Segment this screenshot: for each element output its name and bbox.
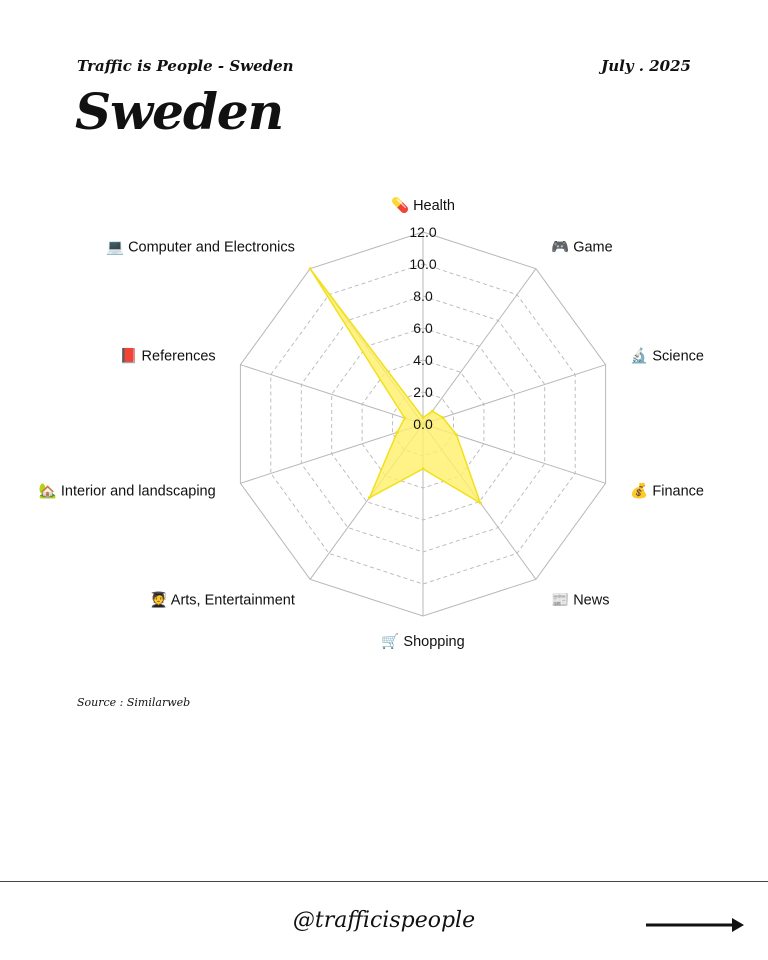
category-label-text: Arts, Entertainment bbox=[170, 592, 295, 609]
footer-divider bbox=[0, 881, 768, 882]
data-point bbox=[368, 496, 371, 499]
category-label bbox=[119, 348, 215, 365]
category-label bbox=[381, 632, 464, 650]
radial-tick-label: 10.0 bbox=[409, 256, 437, 272]
category-icon: 🛒 bbox=[381, 634, 404, 650]
category-label bbox=[551, 240, 613, 256]
category-icon: 🧑‍🎓 bbox=[149, 592, 171, 609]
data-point bbox=[403, 417, 406, 420]
category-icon: 🎮 bbox=[551, 239, 574, 256]
data-point bbox=[441, 416, 444, 419]
radial-tick-label: 6.0 bbox=[413, 320, 433, 336]
radial-tick-label: 2.0 bbox=[413, 384, 433, 400]
data-point bbox=[422, 467, 425, 470]
radial-tick-label: 0.0 bbox=[413, 416, 433, 432]
right-arrow-icon[interactable] bbox=[644, 915, 746, 935]
grid-spoke bbox=[423, 365, 606, 424]
category-label-text: Science bbox=[652, 348, 704, 365]
source-note: Source : Similarweb bbox=[77, 696, 191, 709]
category-label bbox=[630, 347, 704, 365]
radial-tick-label: 8.0 bbox=[413, 288, 433, 304]
grid-spoke bbox=[423, 269, 536, 424]
radial-tick-label: 4.0 bbox=[413, 352, 433, 368]
category-label bbox=[39, 482, 216, 499]
category-label bbox=[551, 592, 609, 608]
page-title: Sweden bbox=[75, 82, 284, 141]
category-icon: 📕 bbox=[119, 348, 142, 365]
category-label-text: Shopping bbox=[403, 634, 465, 650]
data-point bbox=[455, 433, 458, 436]
data-point bbox=[431, 410, 434, 413]
category-icon: 🔬 bbox=[630, 348, 653, 365]
category-icon: 💰 bbox=[630, 483, 653, 500]
category-label-text: News bbox=[573, 592, 610, 609]
category-label-text: References bbox=[141, 348, 216, 365]
category-icon: 💻 bbox=[105, 239, 129, 256]
category-label-text: Finance bbox=[652, 483, 704, 500]
data-point bbox=[479, 502, 482, 505]
category-icon: 💊 bbox=[390, 198, 414, 214]
category-label bbox=[149, 590, 294, 608]
category-label-text: Interior and landscaping bbox=[60, 483, 216, 500]
report-date: July . 2025 bbox=[601, 57, 691, 75]
data-series-area bbox=[310, 269, 480, 503]
category-icon: 📰 bbox=[551, 592, 574, 609]
kicker-title: Traffic is People - Sweden bbox=[77, 57, 294, 75]
data-point bbox=[396, 431, 399, 434]
data-point bbox=[309, 267, 312, 270]
category-label bbox=[630, 481, 704, 499]
category-label-text: Computer and Electronics bbox=[128, 239, 295, 256]
category-label-text: Health bbox=[413, 198, 456, 214]
category-label bbox=[391, 196, 455, 214]
category-label bbox=[106, 240, 295, 256]
category-label-text: Game bbox=[573, 239, 613, 256]
radial-tick-label: 12.0 bbox=[409, 224, 437, 240]
social-handle[interactable]: @trafficispeople bbox=[292, 908, 476, 933]
category-icon: 🏡 bbox=[38, 483, 61, 500]
